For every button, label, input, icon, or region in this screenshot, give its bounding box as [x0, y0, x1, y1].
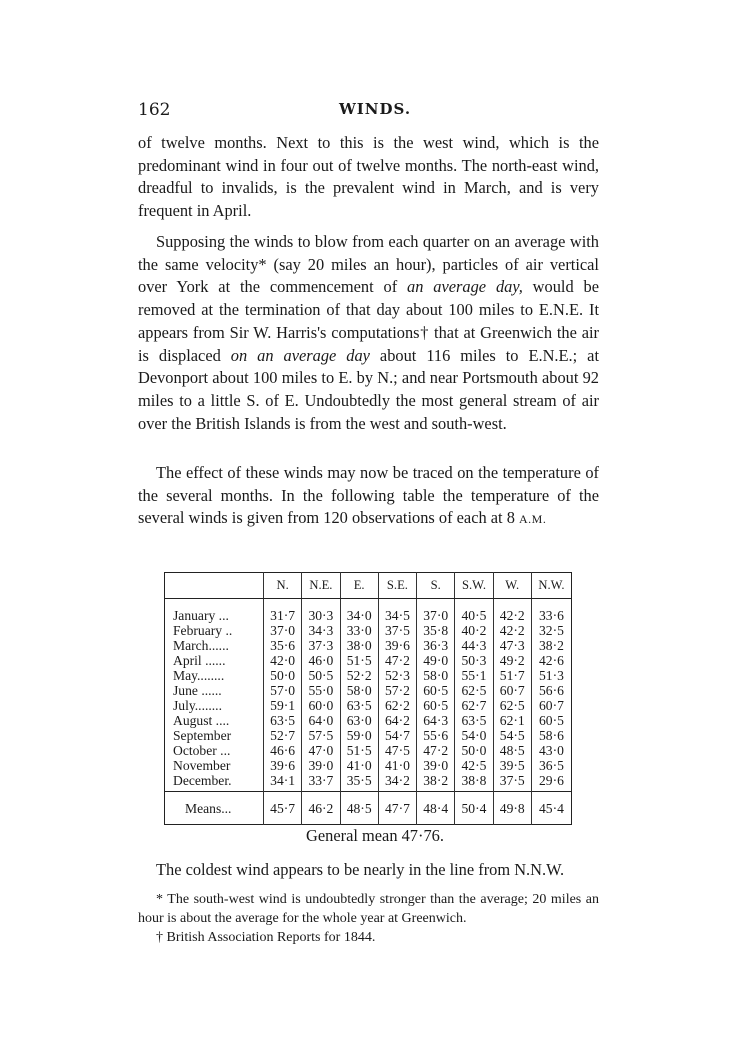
table-row: [165, 653, 572, 668]
table-row: [165, 638, 572, 653]
value-cell: 30·3: [302, 608, 340, 623]
value-cell: 41·0: [378, 758, 416, 773]
value-cell: 37·5: [378, 623, 416, 638]
value-cell: 42·5: [455, 758, 493, 773]
value-cell: 47·2: [378, 653, 416, 668]
paragraph-3-time: A.M.: [519, 512, 547, 527]
value-cell: 36·5: [531, 758, 571, 773]
mean-value-cell: 48·4: [417, 792, 455, 825]
header-cell: N.: [264, 573, 302, 599]
value-cell: 32·5: [531, 623, 571, 638]
month-cell: May........: [173, 668, 225, 683]
value-cell: 57·0: [264, 683, 302, 698]
value-cell: 46·0: [302, 653, 340, 668]
mean-value-cell: 50·4: [455, 792, 493, 825]
header-cell: N.W.: [531, 573, 571, 599]
value-cell: 64·3: [417, 713, 455, 728]
value-cell: 52·2: [340, 668, 378, 683]
month-cell: September: [173, 728, 232, 743]
month-cell: February ..: [173, 623, 233, 638]
value-cell: 62·7: [455, 698, 493, 713]
table-row: [165, 743, 572, 758]
means-row: [165, 792, 572, 825]
month-cell: October ...: [173, 743, 231, 758]
value-cell: 39·6: [264, 758, 302, 773]
paragraph-3-text: The effect of these winds may now be traced on the temperature of the several months. In the following table the temperature of the several winds is given from 120 observations of each at 8: [138, 463, 599, 528]
value-cell: 64·2: [378, 713, 416, 728]
value-cell: 33·6: [531, 608, 571, 623]
value-cell: 48·5: [493, 743, 531, 758]
paragraph-1: of twelve months. Next to this is the west wind, which is the predominant wind in four out of twelve months. The north-east wind, dreadful to invalids, is the prevalent wind in March, and is very frequent in April.: [138, 133, 599, 221]
value-cell: 62·5: [455, 683, 493, 698]
value-cell: 50·5: [302, 668, 340, 683]
value-cell: 39·0: [417, 758, 455, 773]
value-cell: 51·3: [531, 668, 571, 683]
value-cell: 34·0: [340, 608, 378, 623]
value-cell: 31·7: [264, 608, 302, 623]
coldest-wind-sentence: The coldest wind appears to be nearly in the line from N.N.W.: [156, 860, 565, 879]
month-cell: April ......: [173, 653, 226, 668]
value-cell: 59·1: [264, 698, 302, 713]
paragraph-2-emphasis-b: on an average day: [230, 345, 370, 365]
value-cell: 39·5: [493, 758, 531, 773]
value-cell: 51·5: [340, 653, 378, 668]
paragraph-2-text-a: Supposing the winds to blow from each quarter on an average with the same velocity* (say 20 miles an hour), particles of air vertical over York at the commencement of: [138, 232, 599, 297]
value-cell: 50·0: [455, 743, 493, 758]
value-cell: 35·5: [340, 773, 378, 792]
value-cell: 51·7: [493, 668, 531, 683]
header-cell: E.: [340, 573, 378, 599]
table-row: [165, 728, 572, 743]
month-cell: July........: [173, 698, 222, 713]
value-cell: 63·5: [340, 698, 378, 713]
value-cell: 55·0: [302, 683, 340, 698]
month-cell: January ...: [173, 608, 229, 623]
value-cell: 56·6: [531, 683, 571, 698]
month-cell: December.: [173, 773, 232, 788]
month-cell: March......: [173, 638, 229, 653]
header-cell: W.: [493, 573, 531, 599]
table-row: [165, 758, 572, 773]
value-cell: 55·6: [417, 728, 455, 743]
table-row: [165, 683, 572, 698]
value-cell: 37·5: [493, 773, 531, 792]
value-cell: 42·2: [493, 623, 531, 638]
value-cell: 52·3: [378, 668, 416, 683]
value-cell: 54·7: [378, 728, 416, 743]
month-cell: November: [173, 758, 231, 773]
means-label: Means...: [165, 792, 264, 825]
month-cell: June ......: [173, 683, 222, 698]
mean-value-cell: 46·2: [302, 792, 340, 825]
header-cell: N.E.: [302, 573, 340, 599]
value-cell: 33·7: [302, 773, 340, 792]
value-cell: 60·5: [531, 713, 571, 728]
value-cell: 35·6: [264, 638, 302, 653]
value-cell: 62·1: [493, 713, 531, 728]
value-cell: 59·0: [340, 728, 378, 743]
value-cell: 63·0: [340, 713, 378, 728]
table-row: [165, 668, 572, 683]
value-cell: 35·8: [417, 623, 455, 638]
mean-value-cell: 48·5: [340, 792, 378, 825]
mean-value-cell: 45·4: [531, 792, 571, 825]
value-cell: 60·5: [417, 683, 455, 698]
value-cell: 51·5: [340, 743, 378, 758]
value-cell: 34·5: [378, 608, 416, 623]
page-number: 162: [138, 100, 171, 120]
value-cell: 40·2: [455, 623, 493, 638]
value-cell: 37·3: [302, 638, 340, 653]
value-cell: 47·2: [417, 743, 455, 758]
value-cell: 37·0: [417, 608, 455, 623]
value-cell: 60·0: [302, 698, 340, 713]
value-cell: 58·0: [340, 683, 378, 698]
value-cell: 52·7: [264, 728, 302, 743]
value-cell: 60·7: [493, 683, 531, 698]
table-row: [165, 608, 572, 623]
value-cell: 42·6: [531, 653, 571, 668]
paragraph-2-text-e: about 116 miles to E.N.E.; at Devonport about 100 miles to E. by N.; and near Portsmouth about 92 miles to a little S. of E. Undoubtedly the most general stream of air over the British Islands is from the west and south-west.: [138, 345, 599, 433]
value-cell: 63·5: [455, 713, 493, 728]
value-cell: 34·3: [302, 623, 340, 638]
value-cell: 38·2: [417, 773, 455, 792]
mean-value-cell: 47·7: [378, 792, 416, 825]
value-cell: 63·5: [264, 713, 302, 728]
general-mean: General mean 47·76.: [306, 826, 444, 845]
value-cell: 57·5: [302, 728, 340, 743]
value-cell: 38·0: [340, 638, 378, 653]
value-cell: 64·0: [302, 713, 340, 728]
table-row: [165, 773, 572, 792]
value-cell: 55·1: [455, 668, 493, 683]
value-cell: 38·8: [455, 773, 493, 792]
value-cell: 39·6: [378, 638, 416, 653]
value-cell: 60·7: [531, 698, 571, 713]
paragraph-2-emphasis-a: an average day,: [407, 277, 523, 297]
value-cell: 44·3: [455, 638, 493, 653]
value-cell: 54·0: [455, 728, 493, 743]
value-cell: 46·6: [264, 743, 302, 758]
value-cell: 50·3: [455, 653, 493, 668]
paragraph-2: [138, 231, 599, 435]
header-cell: [165, 573, 264, 599]
mean-value-cell: 45·7: [264, 792, 302, 825]
value-cell: 34·2: [378, 773, 416, 792]
header-cell: S.W.: [455, 573, 493, 599]
value-cell: 62·5: [493, 698, 531, 713]
value-cell: 47·0: [302, 743, 340, 758]
value-cell: 49·0: [417, 653, 455, 668]
table-row: [165, 623, 572, 638]
value-cell: 47·3: [493, 638, 531, 653]
mean-value-cell: 49·8: [493, 792, 531, 825]
value-cell: 54·5: [493, 728, 531, 743]
value-cell: 40·5: [455, 608, 493, 623]
paragraph-3: [138, 462, 599, 531]
value-cell: 37·0: [264, 623, 302, 638]
header-cell: S.E.: [378, 573, 416, 599]
value-cell: 60·5: [417, 698, 455, 713]
value-cell: 42·2: [493, 608, 531, 623]
value-cell: 39·0: [302, 758, 340, 773]
value-cell: 58·0: [417, 668, 455, 683]
value-cell: 29·6: [531, 773, 571, 792]
value-cell: 36·3: [417, 638, 455, 653]
paragraph-2-text-c: would be removed at the termination of that day about 100 miles to E.N.E. It appears from Sir W. Harris's computations† that at Greenwich the air is displaced: [138, 277, 599, 365]
value-cell: 33·0: [340, 623, 378, 638]
value-cell: 62·2: [378, 698, 416, 713]
value-cell: 42·0: [264, 653, 302, 668]
table-row: [165, 713, 572, 728]
wind-temperature-table: [164, 572, 572, 825]
value-cell: 58·6: [531, 728, 571, 743]
value-cell: 38·2: [531, 638, 571, 653]
value-cell: 34·1: [264, 773, 302, 792]
table-row: [165, 698, 572, 713]
value-cell: 57·2: [378, 683, 416, 698]
running-head: WINDS.: [338, 100, 412, 118]
footnote-2: † British Association Reports for 1844.: [156, 930, 376, 945]
table-spacer: [165, 599, 572, 609]
value-cell: 47·5: [378, 743, 416, 758]
value-cell: 41·0: [340, 758, 378, 773]
table-header-row: [165, 573, 572, 599]
header-cell: S.: [417, 573, 455, 599]
month-cell: August ....: [173, 713, 230, 728]
footnote-1: * The south-west wind is undoubtedly stronger than the average; 20 miles an hour is about the average for the whole year at Greenwich.: [138, 892, 599, 926]
value-cell: 50·0: [264, 668, 302, 683]
value-cell: 43·0: [531, 743, 571, 758]
value-cell: 49·2: [493, 653, 531, 668]
